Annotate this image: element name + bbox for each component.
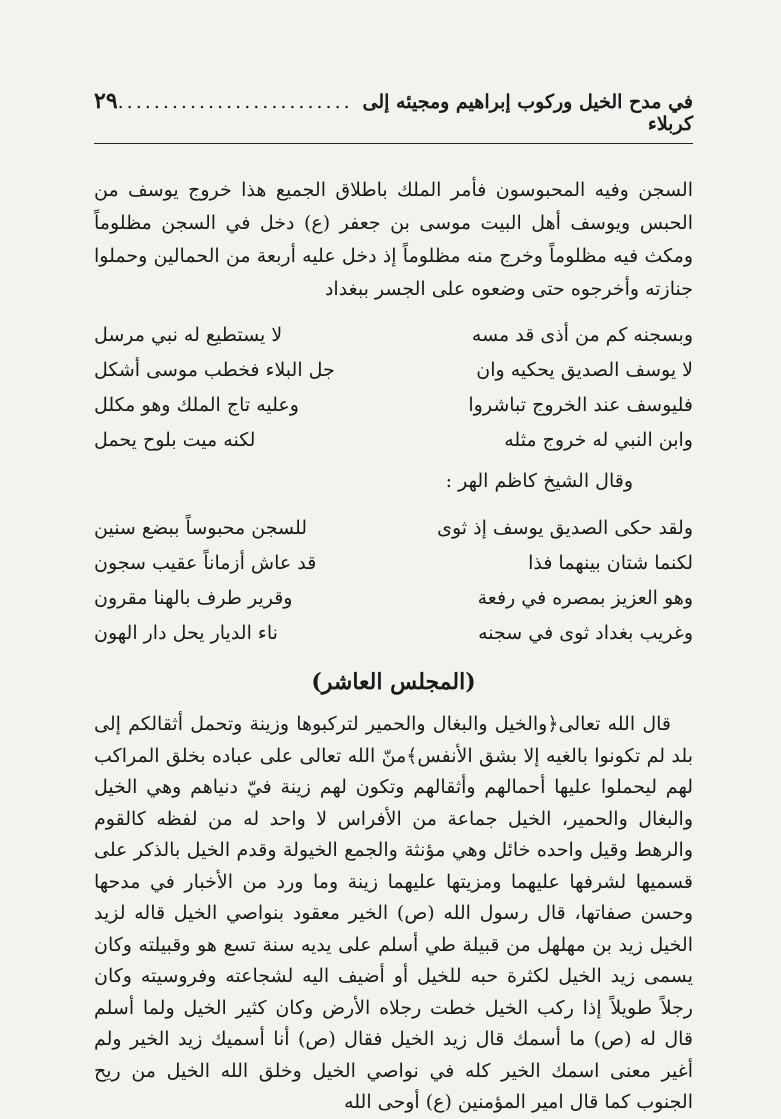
verse: [94, 616, 693, 651]
header-dots: ..........................: [117, 91, 353, 113]
verse-first-hemistich: فليوسف عند الخروج تباشروا: [468, 394, 693, 416]
verse-second-hemistich: لا يستطيع له نبي مرسل: [94, 324, 283, 346]
verse-first-hemistich: وبسجنه كم من أذى قد مسه: [471, 324, 693, 346]
verse-second-hemistich: جل البلاء فخطب موسى أشكل: [94, 359, 335, 381]
verse: [94, 581, 693, 616]
section-body: [94, 709, 693, 1119]
verse-second-hemistich: ناء الديار يحل دار الهون: [94, 622, 278, 644]
body-paragraph: قال الله تعالى﴿والخيل والبغال والحمير لتركبوها وزينة وتحمل أثقالكم إلى بلد لم تكونوا بالغيه إلا بشق الأنفس﴾منّ الله تعالى على عباده بخلق المراكب لهم ليحملوا عليها أحمالهم وأثقالهم وتكون لهم زينة فيّ دنياهم وهي الخيل والبغال والحمير، الخيل جماعة من الأفراس لا واحد له من لفظه كالقوم والرهط وقيل واحده خائل وهي مؤنثة والجمع الخيولة وقدم الخيل بالذكر على قسميها لشرفها عليهما ومزيتها عليهما زينة وما ورد من الأخبار في مدحها وحسن صفاتها، قال رسول الله (ص) الخير معقود بنواصي الخيل قاله لزيد الخيل زيد بن مهلهل من قبيلة طي أسلم على يديه سنة تسع هو وقبيلته وكان يسمى زيد الخيل لكثرة حبه للخيل أو أضيف اليه لشجاعته وفروسيته وكان رجلاً طويلاً إذا ركب الخيل خطت رجلاه الأرض وكان كثير الخيل ولما أسلم قال له (ص) ما أسمك قال زيد الخيل فقال (ص) أنا أسميك زيد الخير ولم أغير معنى اسمك الخير كله في نواصي الخيل وخلق الله الخيل من ريح الجنوب كما قال امير المؤمنين (ع) أوحى الله: [94, 713, 693, 1113]
intro-paragraph: السجن وفيه المحبوسون فأمر الملك باطلاق الجميع هذا خروج يوسف من الحبس ويوسف أهل البيت موسى بن جعفر (ع) دخل في السجن مظلوماً ومكث فيه مظلوماً وخرج منه مظلوماً إذ دخل عليه أربعة من الحمالين وحملوا جنازته وأخرجوه حتى وضعوه على الجسر ببغداد: [94, 179, 693, 300]
verse: [94, 546, 693, 581]
verse-first-hemistich: ولقد حكى الصديق يوسف إذ ثوى: [437, 517, 693, 539]
poem-1: [94, 318, 693, 458]
page-number: ٢٩: [94, 88, 118, 114]
verse: [94, 388, 693, 423]
verse-first-hemistich: وهو العزيز بمصره في رفعة: [477, 587, 693, 609]
verse: [94, 353, 693, 388]
poem-2-intro: وقال الشيخ كاظم الهر :: [445, 470, 633, 492]
poem-2: [94, 511, 693, 651]
header-title: في مدح الخيل وركوب إبراهيم ومجيئه إلى كربلاء: [362, 91, 693, 135]
verse: [94, 423, 693, 458]
verse-second-hemistich: لكنه ميت بلوح يحمل: [94, 429, 256, 451]
section-title: (المجلس العاشر): [311, 669, 476, 695]
verse-first-hemistich: لا يوسف الصديق يحكيه وان: [476, 359, 693, 381]
verse: [94, 511, 693, 546]
verse: [94, 318, 693, 353]
verse-first-hemistich: لكنما شتان بينهما فذا: [528, 552, 693, 574]
verse-second-hemistich: قد عاش أزماناً عقيب سجون: [94, 552, 317, 574]
verse-first-hemistich: وغريب بغداد ثوى في سجنه: [478, 622, 693, 644]
verse-second-hemistich: وقرير طرف بالهنا مقرون: [94, 587, 293, 609]
verse-second-hemistich: للسجن محبوساً ببضع سنين: [94, 517, 308, 539]
intro-text: [94, 174, 693, 306]
verse-second-hemistich: وعليه تاج الملك وهو مكلل: [94, 394, 299, 416]
verse-first-hemistich: وابن النبي له خروج مثله: [504, 429, 693, 451]
running-header: [94, 88, 693, 144]
